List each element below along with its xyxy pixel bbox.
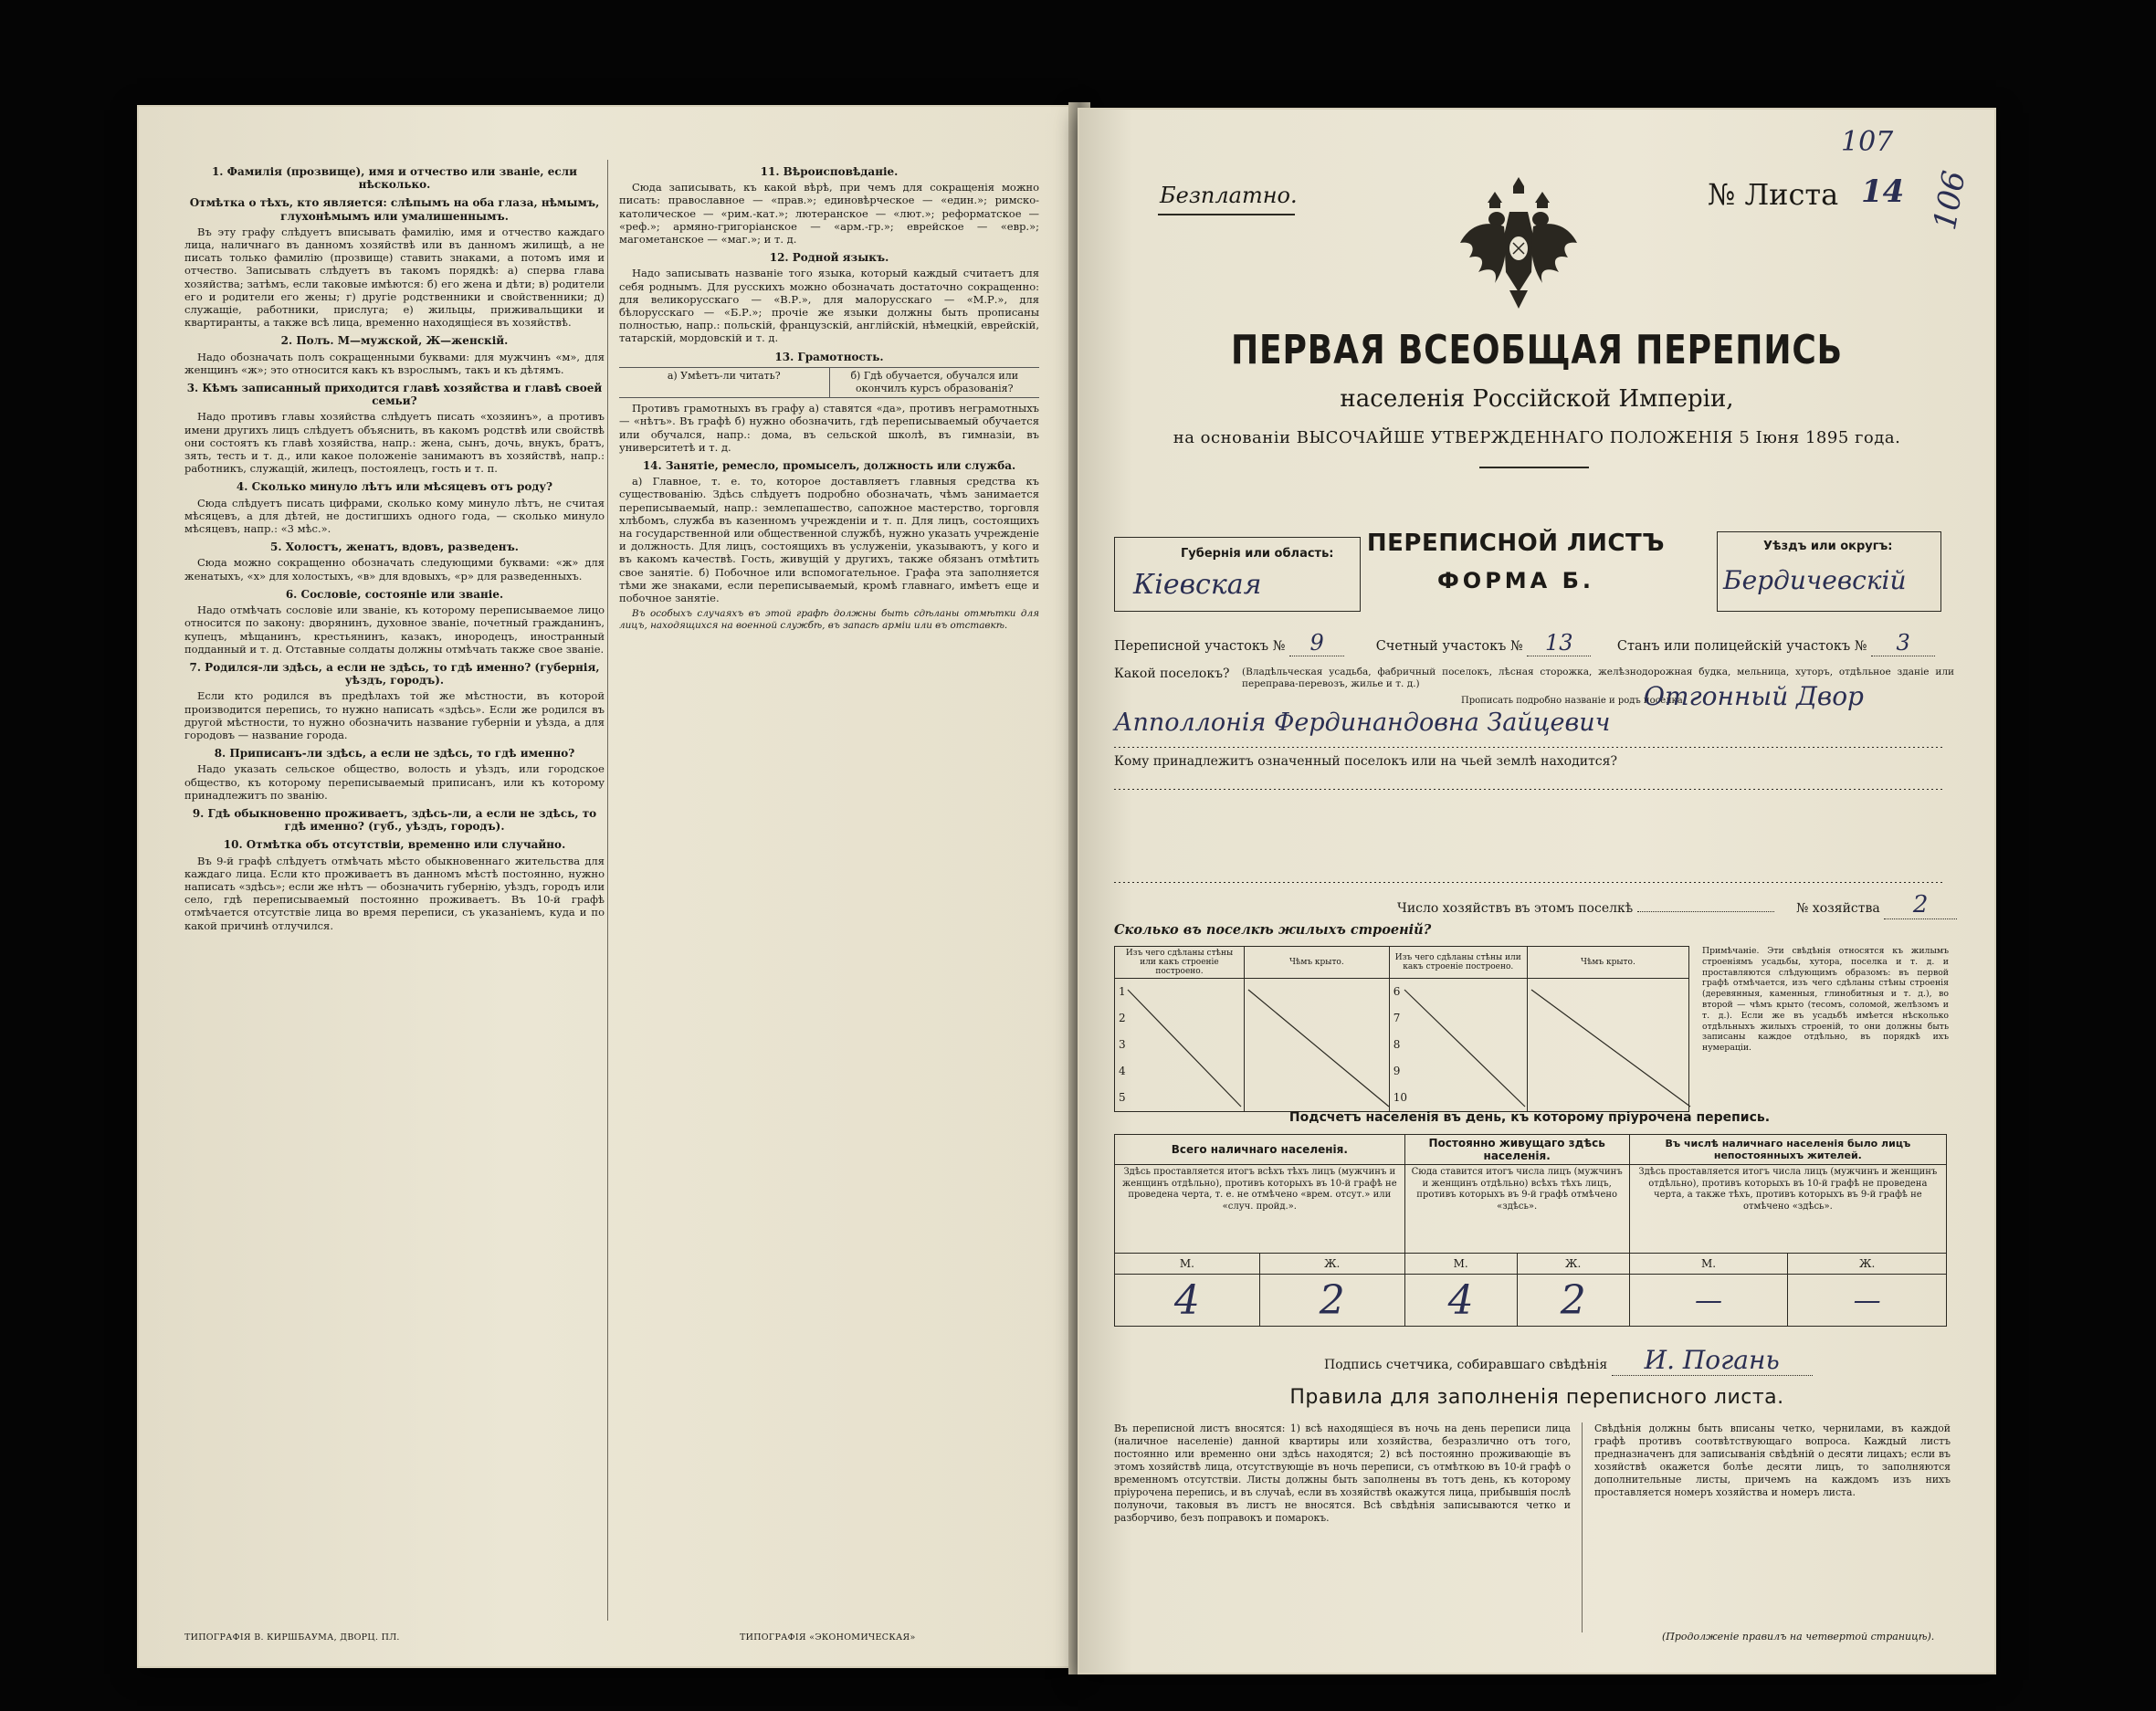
households-row (1397, 891, 1957, 919)
continued-note: (Продолженіе правилъ на четвертой страницѣ). (1662, 1631, 1935, 1643)
sheet-number-value: 14 (1861, 173, 1905, 210)
section-heading: 8. Приписанъ-ли здѣсь, а если не здѣсь, то гдѣ именно? (214, 747, 575, 761)
totals-mf-3: М. (1404, 1254, 1517, 1275)
buildings-cell-2 (1244, 979, 1389, 1112)
section-heading: 11. Вѣроисповѣданіе. (760, 165, 899, 178)
totals-mf-2: Ж. (1259, 1254, 1404, 1275)
section-text: Надо отмѣчать сословіе или званіе, къ которому переписываемое лицо относится по закону: дворянинъ, духовное званіе, почетный гражданинъ, купецъ, мѣщанинъ, крестьянинъ, казакъ, инородецъ, иностранный подданный и т. д. Отставные солдаты должны отмѣчать также свое званіе. (184, 604, 605, 656)
households-label: Число хозяйствъ въ этомъ поселкѣ (1397, 901, 1634, 916)
section-subheading: Отмѣтка о тѣхъ, кто является: слѣпымъ на оба глаза, нѣмымъ, глухонѣмымъ или умалишеннымъ. (189, 196, 600, 223)
transient-male-value: — (1629, 1275, 1788, 1327)
right-page (1078, 108, 1996, 1674)
sheet-number-label: № Листа (1708, 177, 1839, 212)
section-text: Въ 9-й графѣ слѣдуетъ отмѣчать мѣсто обыкновеннаго жительства для каждаго лица. Если кто проживаетъ въ данномъ мѣстѣ постоянно, нужно написать «здѣсь»; если же нѣтъ — обозначить губернію, уѣздъ, городъ или село, гдѣ переписываемый постоянно проживаетъ. Въ 10-й графѣ отмѣчается отсутствіе лица во время переписи, съ указаніемъ, куда и по какой причинѣ отлучился. (184, 854, 605, 932)
free-label: Безплатно. (1160, 183, 1298, 208)
section-heading: 9. Гдѣ обыкновенно проживаетъ, здѣсь-ли, а если не здѣсь, то гдѣ именно? (губ., уѣздъ, городъ). (192, 806, 597, 834)
left-page (137, 105, 1078, 1668)
section-text: Надо обозначать полъ сокращенными буквами: для мужчинъ «м», для женщинъ «ж»; это относится какъ къ взрослымъ, такъ и къ дѣтямъ. (184, 350, 605, 376)
household-no-label: № хозяйства (1796, 901, 1880, 916)
province-box (1114, 537, 1361, 612)
section-heading: 2. Полъ. М—мужской, Ж—женскій. (280, 334, 509, 348)
district-value: Бердичевскій (1723, 565, 1907, 595)
free-underline (1158, 214, 1295, 215)
count-section-label: Счетный участокъ № (1375, 639, 1523, 654)
literacy-subcolumns (619, 367, 1039, 398)
census-title: ПЕРВАЯ ВСЕОБЩАЯ ПЕРЕПИСЬ (1231, 327, 1843, 373)
permanent-female-value: 2 (1517, 1275, 1629, 1327)
subcolumn-b: б) Гдѣ обучается, обучался или окончилъ курсъ образованія? (829, 368, 1040, 397)
section-heading: 4. Сколько минуло лѣтъ или мѣсяцевъ отъ роду? (236, 480, 553, 494)
section-numbers-row (1114, 630, 1935, 656)
section-heading: 14. Занятіе, ремесло, промыселъ, должность или служба. (642, 459, 1016, 473)
totals-desc-permanent: Сюда ставится итогъ числа лицъ (мужчинъ и женщинъ отдѣльно) всѣхъ тѣхъ лицъ, противъ которыхъ въ 9-й графѣ отмѣчено «здѣсь». (1404, 1165, 1629, 1254)
instructions-column-2 (619, 160, 1039, 635)
section-text: Сюда можно сокращенно обозначать следующими буквами: «ж» для женатыхъ, «х» для холостыхъ, «в» для вдовыхъ, «р» для разведенныхъ. (184, 556, 605, 583)
instructions-column-1 (184, 160, 605, 936)
transient-female-value: — (1788, 1275, 1947, 1327)
buildings-header-2: Чѣмъ крыто. (1244, 947, 1389, 979)
archive-number-top: 107 (1841, 126, 1894, 158)
imperial-eagle-emblem (1455, 172, 1583, 318)
province-label: Губернія или область: (1181, 547, 1334, 561)
title-rule (1479, 467, 1589, 468)
section-text: Надо записывать названіе того языка, который каждый считаетъ для себя роднымъ. Для русскихъ можно обозначать достаточно сокращенно: для великорусскаго — «В.Р.», для малорусскаго — «М.Р.», для бѣлорусскаго — «Б.Р.»; прочіе же языки должны быть прописаны полностью, напр.: польскій, французскій, англійскій, нѣмецкій, еврейскій, татарскій, мордовскій и т. д. (619, 267, 1039, 345)
rules-title: Правила для заполненія переписного листа. (1289, 1386, 1784, 1409)
totals-header-transient: Въ числѣ наличнаго населенія было лицъ непостоянныхъ жителей. (1629, 1135, 1946, 1165)
section-text: Надо указать сельское общество, волость и уѣздъ, или городское общество, къ которому переписываемый приписанъ, или къ которому принадлежитъ по званію. (184, 762, 605, 802)
present-male-value: 4 (1115, 1275, 1260, 1327)
buildings-header-4: Чѣмъ крыто. (1527, 947, 1688, 979)
totals-table (1114, 1134, 1947, 1327)
section-heading: 7. Родился-ли здѣсь, а если не здѣсь, то гдѣ именно? (губернія, уѣздъ, городъ). (189, 660, 600, 688)
totals-mf-4: Ж. (1517, 1254, 1629, 1275)
buildings-cell-3: 6 7 8 9 10 (1389, 979, 1527, 1112)
settlement-question (1114, 667, 1230, 681)
section-text: Противъ грамотныхъ въ графу а) ставятся «да», противъ неграмотныхъ — «нѣтъ». Въ графѣ б) нужно обозначить, гдѣ переписываемый обучается или обучался, напр.: дома, въ сельской школѣ, въ гимназіи, въ университетѣ и т. д. (619, 402, 1039, 454)
totals-desc-present: Здѣсь проставляется итогъ всѣхъ тѣхъ лицъ (мужчинъ и женщинъ отдѣльно), противъ которыхъ въ 10-й графѣ не проведена черта, т. е. не отмѣчено «врем. отсут.» или «случ. пройд.». (1115, 1165, 1405, 1254)
section-text: Сюда слѣдуетъ писать цифрами, сколько кому минуло лѣтъ, не считая мѣсяцевъ, а для дѣтей, не достигшихъ одного года, — сколько минуло мѣсяцевъ, напр.: «3 мѣс.». (184, 496, 605, 536)
totals-mf-6: Ж. (1788, 1254, 1947, 1275)
buildings-table (1114, 946, 1689, 1112)
decree-line: на основаніи ВЫСОЧАЙШЕ УТВЕРЖДЕННАГО ПОЛОЖЕНІЯ 5 Іюня 1895 года. (1173, 428, 1901, 447)
archive-number-side: 106 (1927, 168, 1973, 233)
household-top-line (1114, 882, 1945, 883)
totals-title: Подсчетъ населенія въ день, къ которому пріурочена перепись. (1288, 1110, 1771, 1125)
district-label: Уѣздъ или округъ: (1763, 540, 1893, 553)
printer-imprint-left: ТИПОГРАФІЯ В. КИРШБАУМА, ДВОРЦ. ПЛ. (184, 1632, 400, 1643)
italic-note: Въ особыхъ случаяхъ въ этой графѣ должны быть сдѣланы отмѣтки для лицъ, находящихся на военной службѣ, въ запасѣ арміи или въ отставкѣ. (619, 608, 1039, 632)
district-box (1717, 531, 1941, 612)
section-text: а) Главное, т. е. то, которое доставляетъ главныя средства къ существованію. Здѣсь слѣдуетъ подробно обозначать, чѣмъ занимается переписываемый, напр.: землепашество, сапожное мастерство, торговля хлѣбомъ, служба въ казенномъ учрежденіи и т. п. Для лицъ, состоящихъ на государственной или общественной службѣ, нужно указать учрежденіе и должность. Для лицъ, состоящихъ въ услуженіи, указываютъ, у кого и въ какомъ качествѣ. Гость, живущій у другихъ, также обязанъ отмѣтить свое занятіе. б) Побочное или вспомогательное. Графа эта заполняется тѣми же знаками, если переписываемый, кромѣ главнаго, имѣетъ еще и побочное занятіе. (619, 475, 1039, 605)
census-subtitle: населенія Россійской Имперіи, (1340, 385, 1734, 413)
signature-row (1324, 1345, 1813, 1376)
totals-header-present: Всего наличнаго населенія. (1115, 1135, 1405, 1165)
owner-line (1114, 789, 1945, 790)
rules-divider (1582, 1422, 1583, 1632)
totals-header-permanent: Постоянно живущаго здѣсь населенія. (1404, 1135, 1629, 1165)
buildings-header-3: Изъ чего сдѣланы стѣны или какъ строеніе построено. (1389, 947, 1527, 979)
section-heading: 12. Родной языкъ. (769, 251, 889, 265)
printer-imprint-right: ТИПОГРАФІЯ «ЭКОНОМИЧЕСКАЯ» (740, 1632, 916, 1643)
settlement-hint-2: Прописать подробно названіе и родъ поселка (1461, 696, 1683, 706)
section-subheading: 10. Отмѣтка объ отсутствіи, временно или случайно. (223, 838, 566, 852)
totals-mf-1: М. (1115, 1254, 1260, 1275)
settlement-value-1: Отгонный Двор (1644, 681, 1864, 711)
section-heading: 3. Кѣмъ записанный приходится главѣ хозяйства и главѣ своей семьи? (186, 382, 603, 408)
subcolumn-a: а) Умѣетъ-ли читать? (667, 369, 781, 382)
settlement-value-2: Апполлонія Фердинандовна Зайцевич (1114, 709, 1611, 737)
settlement-line (1114, 747, 1945, 748)
form-letter: ФОРМА Б. (1436, 568, 1594, 593)
buildings-cell-4 (1527, 979, 1688, 1112)
totals-mf-5: М. (1629, 1254, 1788, 1275)
column-divider (607, 160, 608, 1621)
household-no-value: 2 (1884, 891, 1957, 919)
buildings-header-1: Изъ чего сдѣланы стѣны или какъ строеніе построено. (1115, 947, 1245, 979)
section-text: Въ эту графу слѣдуетъ вписывать фамилію, имя и отчество каждаго лица, наличнаго въ данномъ хозяйствѣ или въ данномъ жилищѣ, а не писать только фамилію (прозвище) ставить знаками, а потомъ имя и отчество. Записывать слѣдуетъ въ такомъ порядкѣ: а) сперва глава хозяйства; затѣмъ, если таковые имѣются: б) его жена и дѣти; в) родители его и родители его жены; г) другіе родственники и свойственники; д) служащіе, работники, прислуга; е) жильцы, приживальщики и квартиранты, а также всѣ лица, временно находящіеся въ хозяйствѣ. (184, 225, 605, 330)
census-section-label: Переписной участокъ № (1114, 639, 1286, 654)
present-female-value: 2 (1259, 1275, 1404, 1327)
section-heading: 5. Холостъ, женатъ, вдовъ, разведенъ. (270, 541, 519, 554)
form-title: ПЕРЕПИСНОЙ ЛИСТЪ (1366, 530, 1666, 557)
census-section-value: 9 (1289, 630, 1344, 656)
signature-value: И. Погань (1612, 1345, 1813, 1376)
count-section-value: 13 (1527, 630, 1591, 656)
settlement-hint: (Владѣльческая усадьба, фабричный поселокъ, лѣсная сторожка, желѣзнодорожная будка, мельница, хуторъ, отдѣльное зданіе или переправа-перевозъ, жилье и т. д.) (1242, 667, 1954, 689)
stan-label: Станъ или полицейскій участокъ № (1616, 639, 1867, 654)
section-text: Надо противъ главы хозяйства слѣдуетъ писать «хозяинъ», а противъ имени другихъ лицъ слѣдуетъ объяснить, въ какомъ родствѣ или свойствѣ они состоятъ къ главѣ хозяйства, напр.: жена, сынъ, дочь, внукъ, братъ, зять, тесть и т. д., или какое положеніе занимаютъ въ хозяйствѣ, напр.: работникъ, служащій, жилецъ, постоялецъ, гость и т. п. (184, 410, 605, 476)
section-text: Если кто родился въ предѣлахъ той же мѣстности, въ которой производится перепись, то нужно написать «здѣсь». Если же родился въ другой мѣстности, то нужно обозначить название губерніи и уѣзда, а для городовъ — название города. (184, 689, 605, 741)
double-headed-eagle-icon (1455, 172, 1583, 318)
rules-column-right: Свѣдѣнія должны быть вписаны четко, чернилами, въ каждой графѣ противъ соотвѣтствующаго вопроса. Каждый листъ предназначенъ для записыванія свѣдѣній о десяти лицахъ; если въ хозяйствѣ окажется болѣе десяти лицъ, то заполняются дополнительные листы, причемъ на каждомъ изъ нихъ проставляется номеръ хозяйства и номеръ листа. (1594, 1422, 1951, 1498)
buildings-note: Примѣчаніе. Эти свѣдѣнія относятся къ жилымъ строеніямъ усадьбы, хутора, поселка и т. д. и проставляются слѣдующимъ образомъ: въ первой графѣ отмѣчается, изъ чего сдѣланы стѣны строенія (деревянныя, каменныя, глинобитныя и т. д.), во второй — чѣмъ крыто (тесомъ, соломой, желѣзомъ и т. д.). Если же въ усадьбѣ имѣется нѣсколько отдѣльныхъ жилыхъ строеній, то они должны быть записаны каждое отдѣльно, въ порядкѣ ихъ нумерацiи. (1702, 946, 1949, 1054)
permanent-male-value: 4 (1404, 1275, 1517, 1327)
rules-column-left: Въ переписной листъ вносятся: 1) всѣ находящіеся въ ночь на день переписи лица (наличное населеніе) данной квартиры или хозяйства, безразлично отъ того, постоянно или временно они здѣсь находятся; 2) всѣ постоянно проживающіе въ этомъ хозяйствѣ лица, отсутствующіе въ ночь переписи, съ отмѣткою въ 10-й графѣ о временномъ отсутствіи. Листы должны быть заполнены въ тотъ день, къ которому пріурочена перепись, и въ случаѣ, если въ хозяйствѣ окажутся лица, прибывшія послѣ полуночи, таковыя въ листъ не вносятся. Всѣ свѣдѣнія записываются четко и разборчиво, безъ поправокъ и помарокъ. (1114, 1422, 1571, 1524)
stan-value: 3 (1871, 630, 1935, 656)
buildings-question: Сколько въ поселкѣ жилыхъ строеній? (1114, 922, 1432, 938)
section-heading: 13. Грамотность. (774, 350, 884, 363)
signature-label: Подпись счетчика, собиравшаго свѣдѣнія (1324, 1358, 1608, 1372)
section-heading: 1. Фамилія (прозвище), имя и отчество или званіе, если нѣсколько. (211, 165, 578, 192)
section-text: Сюда записывать, къ какой вѣрѣ, при чемъ для сокращенія можно писать: православное — «прав.»; единовѣрческое — «един.»; римско-католическое — «рим.-кат.»; лютеранское — «лют.»; реформатское — «реф.»; армяно-григоріанское — «арм.-гр.»; еврейское — «евр.»; магометанское — «маг.»; и т. д. (619, 181, 1039, 247)
settlement-label: Какой поселокъ? (1114, 667, 1230, 681)
totals-desc-transient: Здѣсь проставляется итогъ числа лицъ (мужчинъ и женщинъ отдѣльно), противъ которыхъ въ 10-й графѣ не проведена черта, а также тѣхъ, противъ которыхъ въ 9-й графѣ не отмѣчено «здѣсь». (1629, 1165, 1946, 1254)
province-value: Кіевская (1133, 569, 1262, 601)
section-heading: 6. Сословіе, состояніе или званіе. (285, 587, 504, 601)
buildings-cell-1: 1 2 3 4 5 (1115, 979, 1245, 1112)
owner-question: Кому принадлежитъ означенный поселокъ или на чьей землѣ находится? (1114, 754, 1617, 769)
